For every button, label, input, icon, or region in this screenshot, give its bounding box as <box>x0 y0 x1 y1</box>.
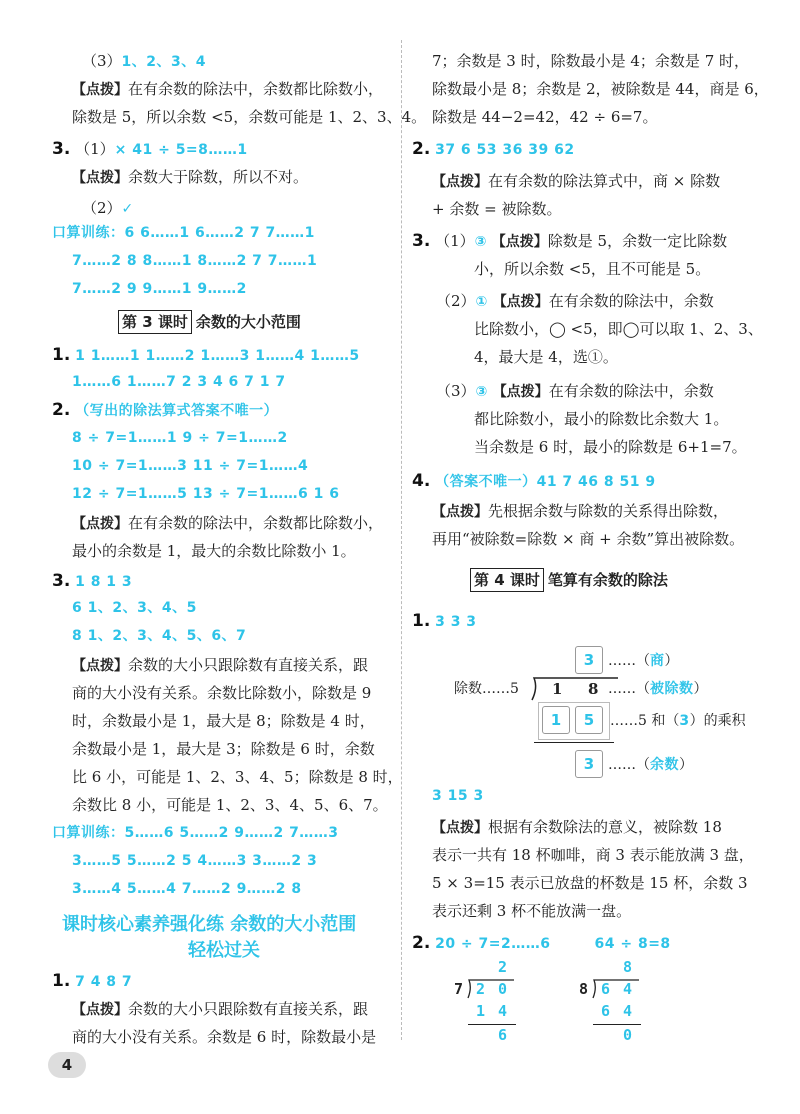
drill-line: 3……5 5……2 5 4……3 3……2 3 <box>72 853 318 869</box>
division-bracket <box>466 978 516 1000</box>
division-diagram <box>412 640 757 780</box>
text-line: 5 × 3=15 表示已放盘的杯数是 15 杯，余数 3 <box>432 874 748 892</box>
tip-text: 在有余数的除法中，余数都比除数小， <box>128 80 384 98</box>
answer: 1……6 1……7 2 3 4 6 7 1 7 <box>72 374 286 390</box>
drill-line: 口算训练：5……6 5……2 9……2 7……3 <box>52 825 339 841</box>
quotient: 8 <box>623 958 633 976</box>
question-number: 2. <box>52 400 71 420</box>
question-number: 1. <box>412 611 431 631</box>
tip-label: 【点拨】 <box>72 658 128 674</box>
section-title: 课时核心素养强化练 余数的大小范围 <box>62 914 357 935</box>
sub-label: （2） <box>82 199 122 217</box>
text-line: + 余数 = 被除数。 <box>432 200 562 218</box>
tip-text: 除数是 5，余数一定比除数 <box>547 232 728 250</box>
question-number: 1. <box>52 345 71 365</box>
sub-label: （1） <box>435 232 475 250</box>
answer: 1 1……1 1……2 1……3 1……4 1……5 <box>75 348 360 364</box>
divisor-label: 除数……5 <box>454 681 519 697</box>
divisor: 7 <box>454 980 464 998</box>
quotient: 2 <box>498 958 508 976</box>
answer: 20 ÷ 7=2……6 <box>435 936 551 952</box>
text-line: 4，最大是 4，选①。 <box>474 348 618 366</box>
quotient-box: 3 <box>575 646 603 674</box>
text-line: 小，所以余数 <5，且不可能是 5。 <box>474 260 711 278</box>
tip-text: 在有余数的除法中，余数 <box>548 382 714 400</box>
answer: 12 ÷ 7=1……5 13 ÷ 7=1……6 1 6 <box>72 486 340 502</box>
answer: 7 4 8 7 <box>75 974 133 990</box>
dividend-digit: 1 <box>552 680 563 698</box>
text-line: 当余数是 6 时，最小的除数是 6+1=7。 <box>474 438 747 456</box>
tip-text: 余数的大小只跟除数有直接关系，跟 <box>128 656 369 674</box>
answer: （写出的除法算式答案不唯一） <box>75 403 279 419</box>
answer: 1 8 1 3 <box>75 574 133 590</box>
subtraction-line <box>468 1024 516 1025</box>
product-digit: 6 <box>601 1002 611 1020</box>
answer: ✓ <box>121 201 134 217</box>
sub-label: （1） <box>75 140 115 158</box>
tip-label: 【点拨】 <box>432 820 488 836</box>
product-box: 5 <box>575 706 603 734</box>
label-answer: 3 <box>679 713 690 729</box>
label: ） <box>664 653 679 669</box>
text-line: 除数是 44−2=42，42 ÷ 6=7。 <box>432 108 658 126</box>
product-digit: 1 <box>476 1002 486 1020</box>
tip-label: 【点拨】 <box>432 174 488 190</box>
sub-label: （2） <box>436 292 476 310</box>
text-line: 再用“被除数=除数 × 商 + 余数”算出被除数。 <box>432 530 745 548</box>
divisor: 8 <box>579 980 589 998</box>
text-line: 比 6 小，可能是 1、2、3、4、5；除数是 8 时， <box>72 768 403 786</box>
division-bracket <box>591 978 641 1000</box>
lesson-header <box>470 568 668 592</box>
text-line: 都比除数小，最小的除数比余数大 1。 <box>474 410 729 428</box>
remainder: 6 <box>498 1026 508 1044</box>
product-digit: 4 <box>623 1002 633 1020</box>
drill-line: 7……2 8 8……1 8……2 7 7……1 <box>72 253 318 269</box>
tip-text: 在有余数的除法中，余数都比除数小， <box>128 514 384 532</box>
sub-label: （3） <box>436 382 476 400</box>
question-number: 2. <box>412 139 431 159</box>
question-number: 1. <box>52 971 71 991</box>
text-line: 商的大小没有关系。余数比除数小，除数是 9 <box>72 684 372 702</box>
tip-text: 先根据余数与除数的关系得出除数， <box>488 502 729 520</box>
label: ）的乘积 <box>689 713 746 729</box>
tip-text: 在有余数的除法算式中，商 × 除数 <box>488 172 721 190</box>
page-number: 4 <box>48 1052 86 1078</box>
label: ……5 和（ <box>610 713 680 729</box>
tip-label: 【点拨】 <box>491 234 548 250</box>
dividend-digit: 4 <box>623 980 633 998</box>
tip-label: 【点拨】 <box>432 504 488 520</box>
tip-text: 根据有余数除法的意义，被除数 18 <box>488 818 722 836</box>
remainder-box: 3 <box>575 750 603 778</box>
question-number: 3. <box>52 139 71 159</box>
label-answer: 余数 <box>650 757 679 773</box>
text-line: 除数是 5，所以余数 <5，余数可能是 1、2、3、4。 <box>72 108 427 126</box>
dividend-digit: 8 <box>588 680 599 698</box>
answer: 10 ÷ 7=1……3 11 ÷ 7=1……4 <box>72 458 309 474</box>
label-answer: 商 <box>650 653 665 669</box>
long-division-1 <box>442 958 532 1046</box>
answer: 1、2、3、4 <box>121 54 207 70</box>
sub-label: （3） <box>82 52 122 70</box>
label: ……（ <box>608 757 650 773</box>
answer: 8 ÷ 7=1……1 9 ÷ 7=1……2 <box>72 430 288 446</box>
answer: （答案不唯一）41 7 46 8 51 9 <box>435 474 656 490</box>
answer: 37 6 53 36 39 62 <box>435 142 575 158</box>
answer: 3 15 3 <box>432 788 484 804</box>
answer: ① <box>475 294 488 310</box>
subtraction-line <box>534 742 614 743</box>
question-number: 4. <box>412 471 431 491</box>
text-line: 除数最小是 8；余数是 2，被除数是 44，商是 6， <box>432 80 769 98</box>
label-answer: 被除数 <box>650 681 694 697</box>
answer: 3 3 3 <box>435 614 477 630</box>
dividend-digit: 6 <box>601 980 611 998</box>
division-bracket <box>530 676 620 702</box>
label: ） <box>679 757 693 773</box>
text-line: 余数最小是 1，最大是 3；除数是 6 时，余数 <box>72 740 375 758</box>
tip-label: 【点拨】 <box>72 170 128 186</box>
drill-line: 3……4 5……4 7……2 9……2 8 <box>72 881 302 897</box>
answer: ③ <box>474 234 487 250</box>
dividend-digit: 2 <box>476 980 486 998</box>
label: ） <box>693 681 708 697</box>
label: ……（ <box>608 653 650 669</box>
drill-line: 7……2 9 9……1 9……2 <box>72 281 247 297</box>
remainder: 0 <box>623 1026 633 1044</box>
question-number: 3. <box>52 571 71 591</box>
lesson-badge: 第 4 课时 <box>470 568 544 592</box>
product-digit: 4 <box>498 1002 508 1020</box>
lesson-header <box>118 310 301 334</box>
text-line: 7；余数是 3 时，除数最小是 4；余数是 7 时， <box>432 52 750 70</box>
tip-text: 余数的大小只跟除数有直接关系，跟 <box>128 1000 369 1018</box>
tip-label: 【点拨】 <box>72 1002 128 1018</box>
tip-text: 余数大于除数，所以不对。 <box>128 168 309 186</box>
tip-label: 【点拨】 <box>72 516 128 532</box>
answer: × 41 ÷ 5=8……1 <box>114 142 248 158</box>
text-line: 余数比 8 小，可能是 1、2、3、4、5、6、7。 <box>72 796 388 814</box>
answer: ③ <box>475 384 488 400</box>
text-line: 表示还剩 3 杯不能放满一盘。 <box>432 902 632 920</box>
lesson-title: 余数的大小范围 <box>195 313 301 331</box>
question-number: 3. <box>412 231 431 251</box>
tip-label: 【点拨】 <box>492 384 549 400</box>
column-divider <box>401 40 402 1040</box>
text-line: 比除数小，◯ <5，即◯可以取 1、2、3、 <box>474 320 763 338</box>
label: ……（ <box>608 681 650 697</box>
text-line: 表示一共有 18 杯咖啡，商 3 表示能放满 3 盘， <box>432 846 754 864</box>
answer: 64 ÷ 8=8 <box>594 936 671 952</box>
subtraction-line <box>593 1024 641 1025</box>
lesson-badge: 第 3 课时 <box>118 310 192 334</box>
text-line: 时，余数最小是 1，最大是 8；除数是 4 时， <box>72 712 375 730</box>
tip-text: 在有余数的除法中，余数 <box>548 292 714 310</box>
text-line: 商的大小没有关系。余数是 6 时，除数最小是 <box>72 1028 377 1046</box>
text-line: 最小的余数是 1，最大的余数比除数小 1。 <box>72 542 356 560</box>
long-division-2 <box>567 958 657 1046</box>
section-subtitle: 轻松过关 <box>188 940 260 961</box>
tip-label: 【点拨】 <box>72 82 128 98</box>
tip-label: 【点拨】 <box>492 294 549 310</box>
lesson-title: 笔算有余数的除法 <box>547 571 668 589</box>
dividend-digit: 0 <box>498 980 508 998</box>
answer: 6 1、2、3、4、5 <box>72 600 197 616</box>
question-number: 2. <box>412 933 431 953</box>
drill-line: 口算训练：6 6……1 6……2 7 7……1 <box>52 225 315 241</box>
answer: 8 1、2、3、4、5、6、7 <box>72 628 247 644</box>
product-box: 1 <box>542 706 570 734</box>
